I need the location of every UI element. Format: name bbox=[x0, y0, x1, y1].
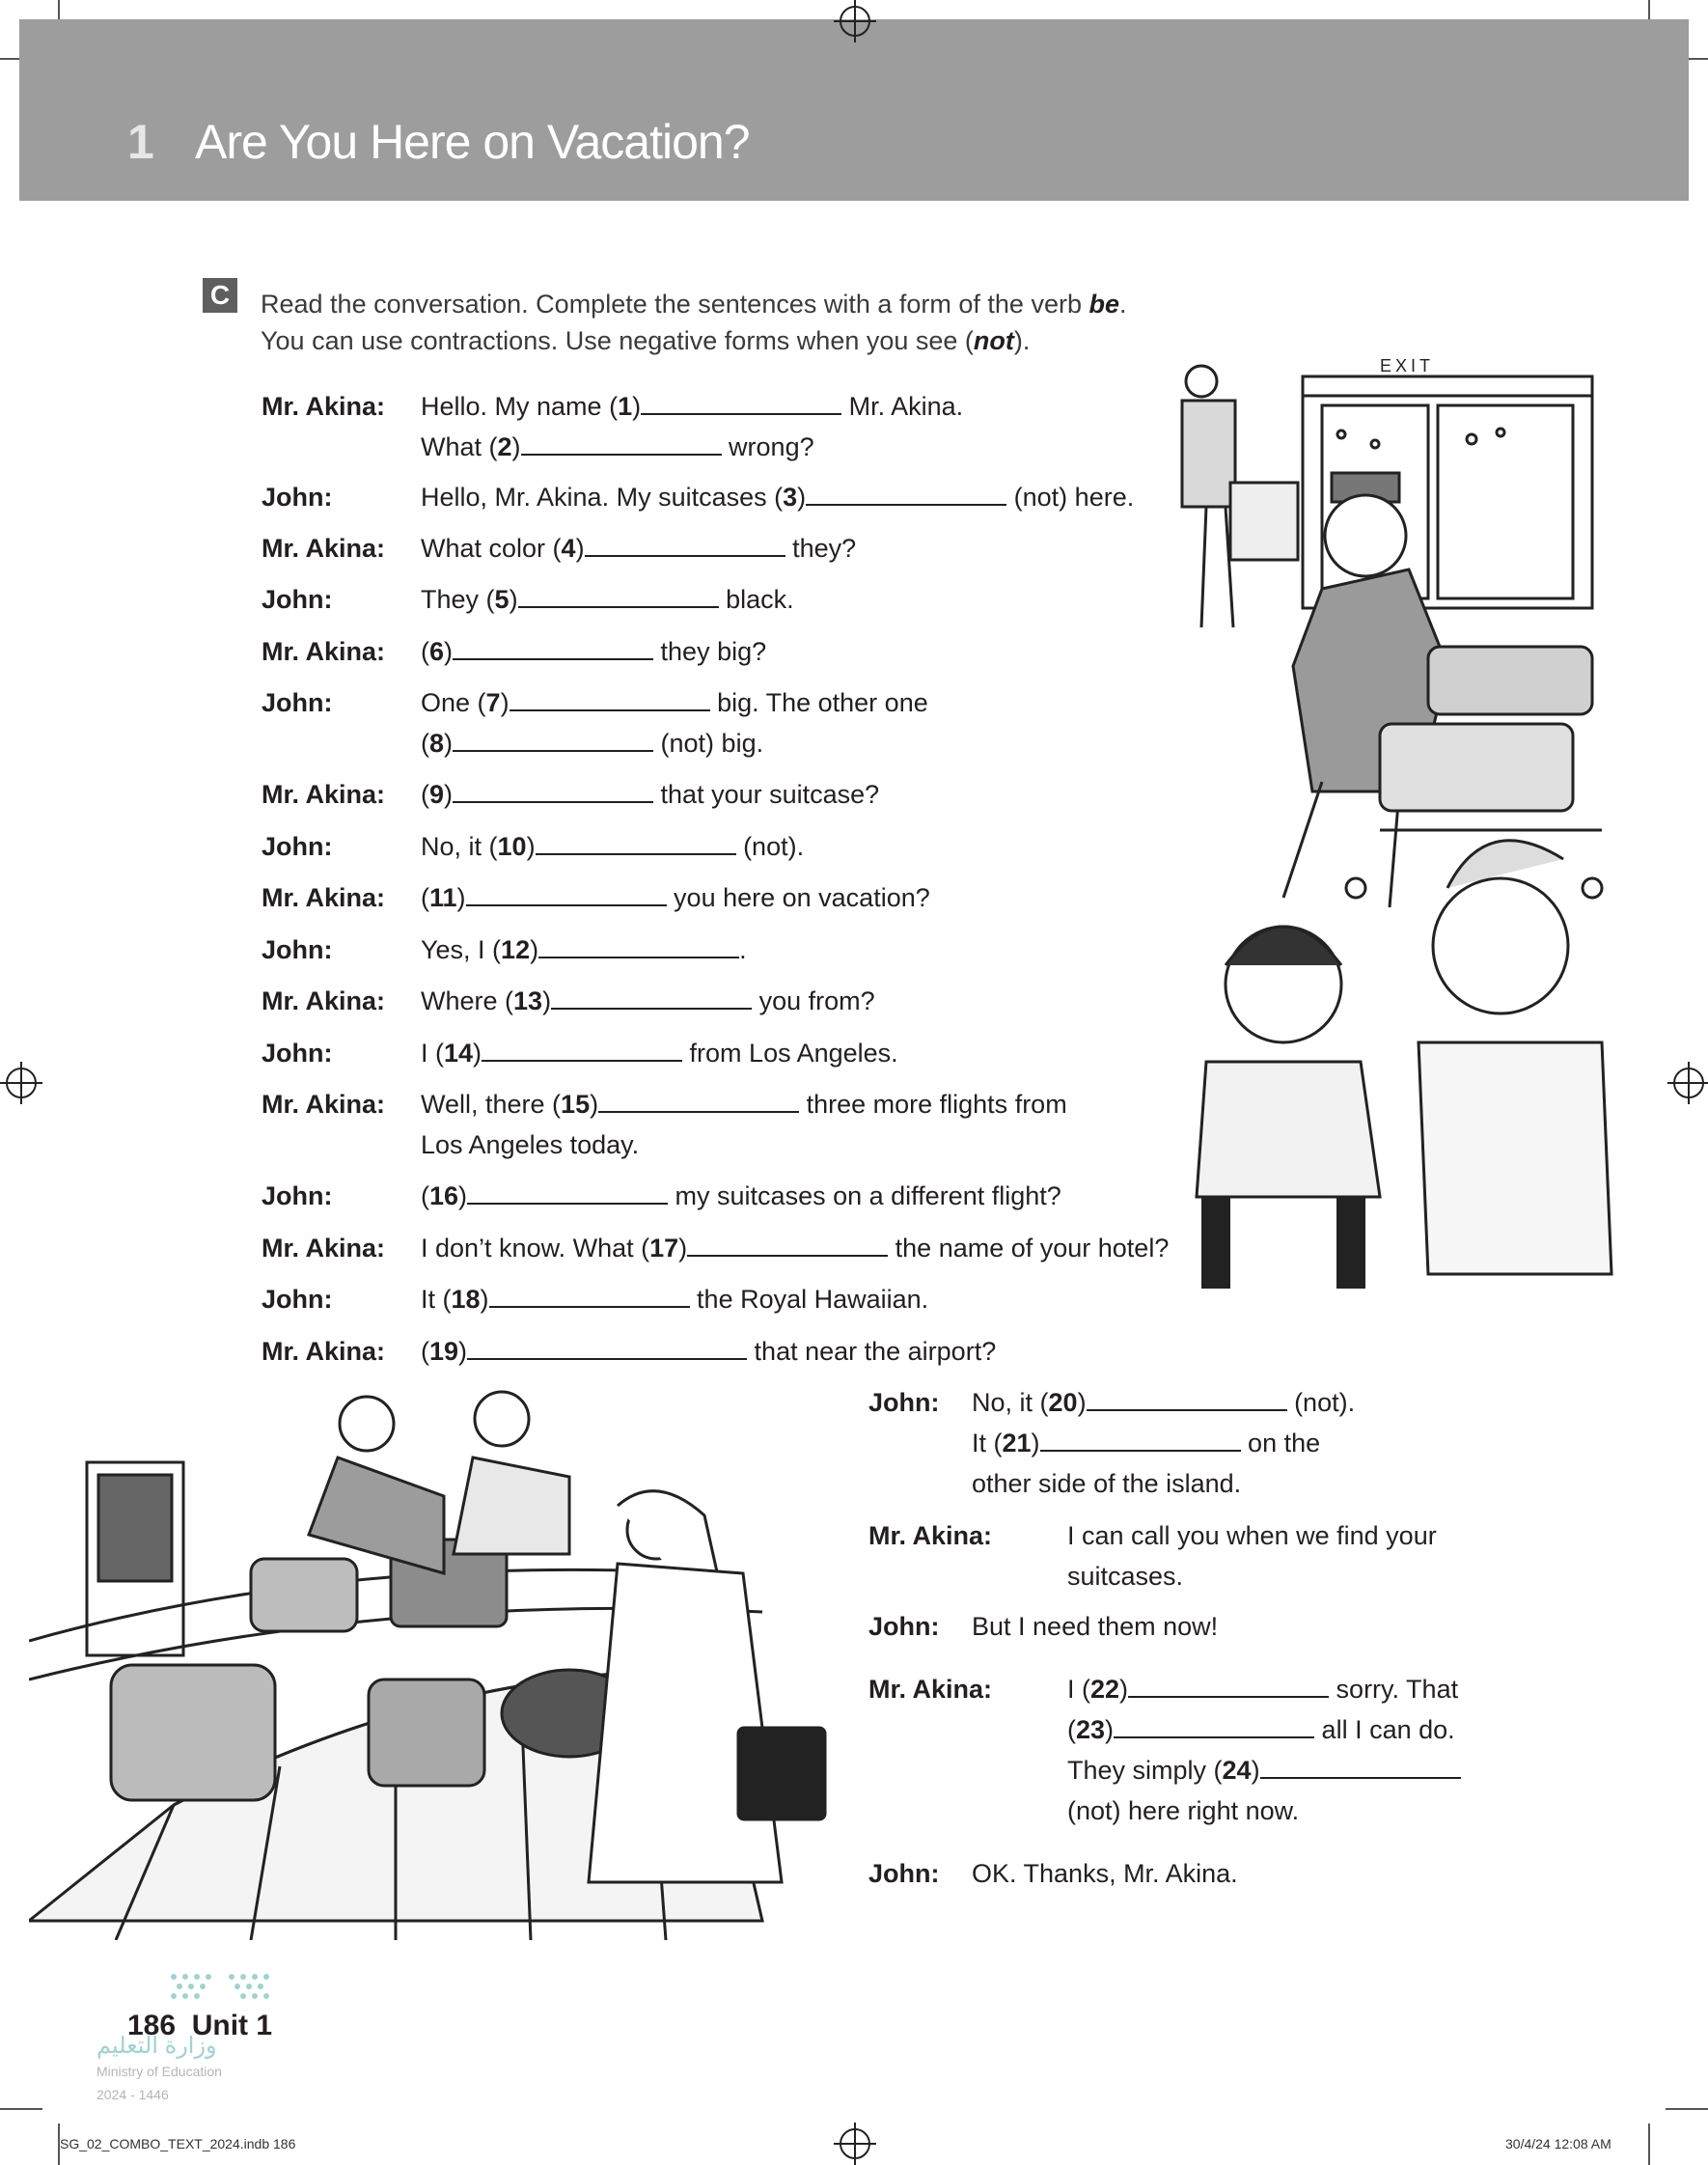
page-number: 186 bbox=[127, 2010, 177, 2041]
registration-mark-icon bbox=[1673, 1068, 1704, 1098]
answer-blank[interactable] bbox=[1114, 1709, 1314, 1738]
speaker-label: Mr. Akina: bbox=[262, 1234, 386, 1263]
speaker-label: Mr. Akina: bbox=[868, 1675, 993, 1704]
speaker-label: John: bbox=[262, 585, 333, 614]
dialogue-line: It (21) on the bbox=[972, 1423, 1320, 1463]
answer-blank[interactable] bbox=[467, 1176, 668, 1205]
exercise-badge: C bbox=[203, 278, 237, 313]
ministry-english: Ministry of Education bbox=[96, 2064, 222, 2079]
speaker-label: Mr. Akina: bbox=[262, 1337, 386, 1366]
dialogue-line: I (14) from Los Angeles. bbox=[421, 1033, 898, 1073]
speaker-label: Mr. Akina: bbox=[262, 780, 386, 809]
dialogue-line: I can call you when we find your bbox=[1067, 1521, 1437, 1550]
dialogue-line: (8) (not) big. bbox=[421, 723, 763, 763]
answer-blank[interactable] bbox=[538, 930, 739, 958]
answer-blank[interactable] bbox=[453, 723, 653, 752]
speaker-label: Mr. Akina: bbox=[868, 1521, 993, 1550]
unit-number: 1 bbox=[127, 115, 154, 169]
dialogue-line: Los Angeles today. bbox=[421, 1130, 640, 1159]
dialogue-line: No, it (20) (not). bbox=[972, 1382, 1355, 1423]
dialogue-line: I don’t know. What (17) the name of your hotel? bbox=[421, 1228, 1169, 1268]
answer-blank[interactable] bbox=[453, 774, 653, 803]
speaker-label: Mr. Akina: bbox=[262, 637, 386, 666]
answer-blank[interactable] bbox=[1128, 1669, 1329, 1698]
dialogue-line: Hello, Mr. Akina. My suitcases (3) (not) here. bbox=[421, 477, 1134, 517]
unit-header-banner bbox=[19, 19, 1689, 201]
answer-blank[interactable] bbox=[467, 1331, 747, 1360]
answer-blank[interactable] bbox=[510, 682, 710, 711]
dialogue-line: No, it (10) (not). bbox=[421, 826, 804, 867]
registration-mark-icon bbox=[6, 1068, 37, 1098]
speaker-label: John: bbox=[868, 1612, 940, 1641]
dialogue-line: (not) here right now. bbox=[1067, 1796, 1300, 1825]
speaker-label: John: bbox=[262, 483, 333, 512]
exit-sign: EXIT bbox=[1380, 356, 1435, 375]
dialogue-line: Where (13) you from? bbox=[421, 981, 875, 1021]
speaker-label: John: bbox=[868, 1388, 940, 1417]
speaker-label: John: bbox=[262, 832, 333, 861]
dialogue-line: (19) that near the airport? bbox=[421, 1331, 996, 1372]
ministry-year: 2024 - 1446 bbox=[96, 2087, 169, 2102]
speaker-label: Mr. Akina: bbox=[262, 1090, 386, 1119]
airport-exit-illustration bbox=[1158, 347, 1621, 1293]
speaker-label: Mr. Akina: bbox=[262, 986, 386, 1015]
answer-blank[interactable] bbox=[641, 386, 841, 415]
dialogue-line: One (7) big. The other one bbox=[421, 682, 928, 723]
dialogue-line: It (18) the Royal Hawaiian. bbox=[421, 1279, 928, 1319]
dialogue-line: But I need them now! bbox=[972, 1612, 1219, 1641]
speaker-label: John: bbox=[262, 1285, 333, 1314]
answer-blank[interactable] bbox=[518, 579, 719, 608]
baggage-claim-illustration bbox=[29, 1380, 849, 1940]
crop-mark bbox=[0, 2108, 42, 2110]
crop-mark bbox=[1666, 2108, 1708, 2110]
answer-blank[interactable] bbox=[489, 1279, 690, 1308]
dialogue-line: Hello. My name (1) Mr. Akina. bbox=[421, 386, 963, 427]
dialogue-line: (16) my suitcases on a different flight? bbox=[421, 1176, 1061, 1216]
crop-mark bbox=[1648, 2123, 1650, 2165]
page-title: Are You Here on Vacation? bbox=[195, 115, 750, 169]
ministry-arabic: وزارة التعليم bbox=[96, 2033, 217, 2059]
print-date: 30/4/24 12:08 AM bbox=[1505, 2136, 1612, 2151]
speaker-label: John: bbox=[262, 1039, 333, 1068]
dialogue-line: other side of the island. bbox=[972, 1469, 1242, 1498]
dialogue-line: What color (4) they? bbox=[421, 528, 856, 569]
dialogue-line: Yes, I (12) . bbox=[421, 930, 747, 970]
speaker-label: Mr. Akina: bbox=[262, 392, 386, 421]
unit-label: Unit 1 bbox=[191, 2010, 273, 2041]
dialogue-line: I (22) sorry. That bbox=[1067, 1669, 1458, 1709]
speaker-label: Mr. Akina: bbox=[262, 534, 386, 563]
answer-blank[interactable] bbox=[806, 477, 1006, 506]
file-slug: SG_02_COMBO_TEXT_2024.indb 186 bbox=[60, 2136, 296, 2151]
answer-blank[interactable] bbox=[1087, 1382, 1287, 1411]
dialogue-line: OK. Thanks, Mr. Akina. bbox=[972, 1859, 1238, 1888]
dialogue-line: suitcases. bbox=[1067, 1562, 1184, 1591]
registration-mark-icon bbox=[840, 6, 870, 37]
answer-blank[interactable] bbox=[1040, 1423, 1241, 1452]
answer-blank[interactable] bbox=[466, 877, 667, 906]
answer-blank[interactable] bbox=[551, 981, 752, 1010]
dialogue-line: (11) you here on vacation? bbox=[421, 877, 930, 918]
speaker-label: John: bbox=[262, 688, 333, 717]
speaker-label: John: bbox=[262, 935, 333, 964]
speaker-label: Mr. Akina: bbox=[262, 883, 386, 912]
dialogue-line: (9) that your suitcase? bbox=[421, 774, 879, 815]
speaker-label: John: bbox=[868, 1859, 940, 1888]
answer-blank[interactable] bbox=[536, 826, 736, 855]
exercise-instructions: Read the conversation. Complete the sentences with a form of the verb be. You can use contractions. Use negative forms when you see (not). bbox=[261, 290, 1127, 355]
answer-blank[interactable] bbox=[521, 427, 722, 456]
dialogue-line: They (5) black. bbox=[421, 579, 794, 620]
answer-blank[interactable] bbox=[453, 631, 653, 660]
answer-blank[interactable] bbox=[482, 1033, 682, 1062]
answer-blank[interactable] bbox=[1260, 1750, 1461, 1779]
answer-blank[interactable] bbox=[598, 1084, 799, 1113]
registration-mark-icon bbox=[840, 2128, 870, 2159]
dialogue-line: (23) all I can do. bbox=[1067, 1709, 1455, 1750]
dialogue-line: They simply (24) bbox=[1067, 1750, 1461, 1790]
dialogue-line: What (2) wrong? bbox=[421, 427, 814, 467]
dialogue-line: (6) they big? bbox=[421, 631, 766, 672]
dialogue-line: Well, there (15) three more flights from bbox=[421, 1084, 1067, 1124]
speaker-label: John: bbox=[262, 1181, 333, 1210]
answer-blank[interactable] bbox=[687, 1228, 888, 1257]
answer-blank[interactable] bbox=[585, 528, 785, 557]
